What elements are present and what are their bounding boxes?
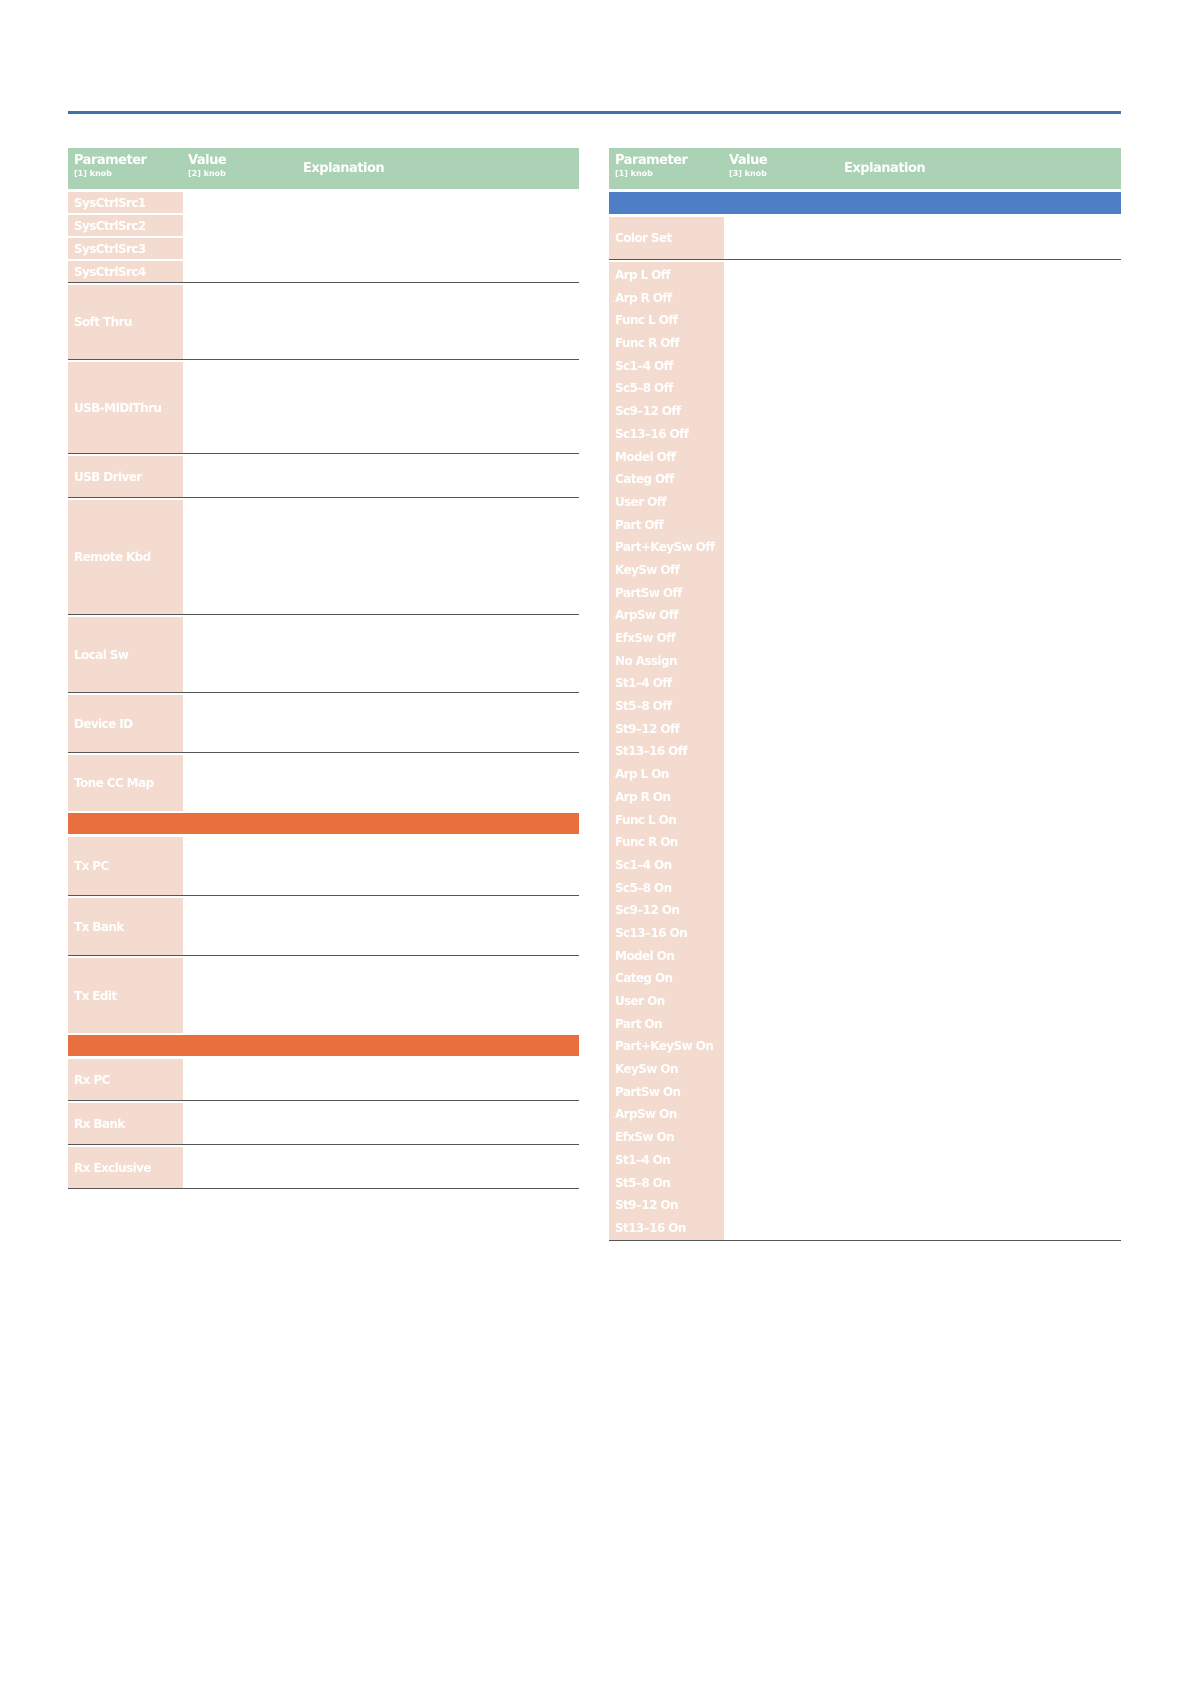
list-item: Sc5–8 On <box>609 877 724 900</box>
table-row-rx-pc <box>68 1059 579 1101</box>
table-row-rx-exclusive <box>68 1147 579 1189</box>
explanation-cell <box>183 958 579 1033</box>
list-item: PartSw On <box>609 1081 724 1104</box>
list-item: Part On <box>609 1013 724 1036</box>
list-item: Sc9–12 On <box>609 899 724 922</box>
param-list <box>609 262 724 1240</box>
section-band <box>609 192 1121 214</box>
param-cell: SysCtrlSrc3 <box>68 238 183 261</box>
header-explanation: Explanation <box>844 161 926 176</box>
header-parameter-sub: [1] knob <box>74 169 112 178</box>
list-item: Categ On <box>609 967 724 990</box>
header-explanation: Explanation <box>303 161 385 176</box>
list-item: Part Off <box>609 514 724 537</box>
list-item: KeySw On <box>609 1058 724 1081</box>
explanation-cell <box>183 898 579 955</box>
explanation-cell <box>183 456 579 497</box>
param-cell: Tx PC <box>68 837 183 895</box>
explanation-cell <box>724 217 1121 259</box>
list-item: ArpSw On <box>609 1103 724 1126</box>
explanation-cell <box>183 1059 579 1100</box>
list-item: Func L On <box>609 809 724 832</box>
param-cell: Tx Edit <box>68 958 183 1033</box>
table-header <box>609 148 1121 189</box>
list-item: Arp L Off <box>609 264 724 287</box>
right-parameter-table <box>609 148 1121 1241</box>
list-item: St9–12 On <box>609 1194 724 1217</box>
header-value-label: Value <box>729 153 768 168</box>
table-row-device-id <box>68 695 579 753</box>
list-item: Sc5–8 Off <box>609 377 724 400</box>
explanation-cell <box>183 1103 579 1144</box>
list-item: PartSw Off <box>609 582 724 605</box>
header-parameter <box>615 154 687 180</box>
param-cell: SysCtrlSrc4 <box>68 261 183 282</box>
param-cell: Remote Kbd <box>68 500 183 614</box>
explanation-cell <box>183 755 579 811</box>
header-parameter-label: Parameter <box>74 153 147 168</box>
list-item: User Off <box>609 491 724 514</box>
list-item: Sc9–12 Off <box>609 400 724 423</box>
list-item: St5–8 Off <box>609 695 724 718</box>
param-cell: USB Driver <box>68 456 183 497</box>
param-cell-stack <box>68 192 183 282</box>
list-item: St9–12 Off <box>609 718 724 741</box>
list-item: EfxSw Off <box>609 627 724 650</box>
table-header <box>68 148 579 189</box>
explanation-cell <box>183 617 579 692</box>
header-value-label: Value <box>188 153 227 168</box>
param-cell: Tx Bank <box>68 898 183 955</box>
list-item: Func R Off <box>609 332 724 355</box>
header-value-sub: [2] knob <box>188 169 226 178</box>
list-item: Model On <box>609 945 724 968</box>
table-row-soft-thru <box>68 285 579 360</box>
header-value <box>188 154 226 180</box>
table-row-color-set <box>609 217 1121 260</box>
table-row-tx-edit <box>68 958 579 1033</box>
explanation-cell <box>183 1147 579 1188</box>
list-item: Sc13–16 Off <box>609 423 724 446</box>
header-parameter-label: Parameter <box>615 153 688 168</box>
list-item: Sc1–4 Off <box>609 355 724 378</box>
section-band <box>68 1035 579 1056</box>
section-band <box>68 813 579 834</box>
table-row-tx-pc <box>68 837 579 896</box>
table-row-local-sw <box>68 617 579 693</box>
list-item: ArpSw Off <box>609 604 724 627</box>
explanation-cell <box>724 262 1121 1240</box>
list-item: Part+KeySw Off <box>609 536 724 559</box>
table-row-usb-midi-thru <box>68 362 579 454</box>
param-cell: SysCtrlSrc1 <box>68 192 183 215</box>
list-item: Categ Off <box>609 468 724 491</box>
explanation-cell <box>183 500 579 614</box>
list-item: Sc13–16 On <box>609 922 724 945</box>
list-item: Sc1–4 On <box>609 854 724 877</box>
header-value <box>729 154 767 180</box>
list-item: St13–16 On <box>609 1217 724 1240</box>
left-parameter-table <box>68 148 579 1189</box>
param-cell: Rx PC <box>68 1059 183 1100</box>
param-cell: Tone CC Map <box>68 755 183 811</box>
table-row-sys-ctrl <box>68 192 579 283</box>
table-row-tone-cc-map <box>68 755 579 811</box>
list-item: EfxSw On <box>609 1126 724 1149</box>
param-cell: Rx Bank <box>68 1103 183 1144</box>
param-cell: Soft Thru <box>68 285 183 359</box>
list-item: St1–4 Off <box>609 672 724 695</box>
explanation-cell <box>183 192 579 282</box>
table-row-remote-kbd <box>68 500 579 615</box>
header-value-sub: [3] knob <box>729 169 767 178</box>
header-parameter-sub: [1] knob <box>615 169 653 178</box>
table-row-rx-bank <box>68 1103 579 1145</box>
list-item: User On <box>609 990 724 1013</box>
list-item: Arp R Off <box>609 287 724 310</box>
param-cell: USB-MIDIThru <box>68 362 183 453</box>
explanation-cell <box>183 695 579 752</box>
list-item: St1–4 On <box>609 1149 724 1172</box>
list-item: St13–16 Off <box>609 740 724 763</box>
top-rule <box>68 111 1121 114</box>
list-item: Part+KeySw On <box>609 1035 724 1058</box>
param-cell: Rx Exclusive <box>68 1147 183 1188</box>
explanation-cell <box>183 837 579 895</box>
table-row-tx-bank <box>68 898 579 956</box>
header-parameter <box>74 154 146 180</box>
list-item: Func R On <box>609 831 724 854</box>
param-cell: Device ID <box>68 695 183 752</box>
list-item: KeySw Off <box>609 559 724 582</box>
list-item: No Assign <box>609 650 724 673</box>
explanation-cell <box>183 362 579 453</box>
list-item: Arp R On <box>609 786 724 809</box>
list-item: Model Off <box>609 446 724 469</box>
table-row-assign-list <box>609 262 1121 1241</box>
list-item: Func L Off <box>609 309 724 332</box>
param-cell: Color Set <box>609 217 724 259</box>
table-row-usb-driver <box>68 456 579 498</box>
param-cell: Local Sw <box>68 617 183 692</box>
list-item: St5–8 On <box>609 1172 724 1195</box>
list-item: Arp L On <box>609 763 724 786</box>
explanation-cell <box>183 285 579 359</box>
param-cell: SysCtrlSrc2 <box>68 215 183 238</box>
